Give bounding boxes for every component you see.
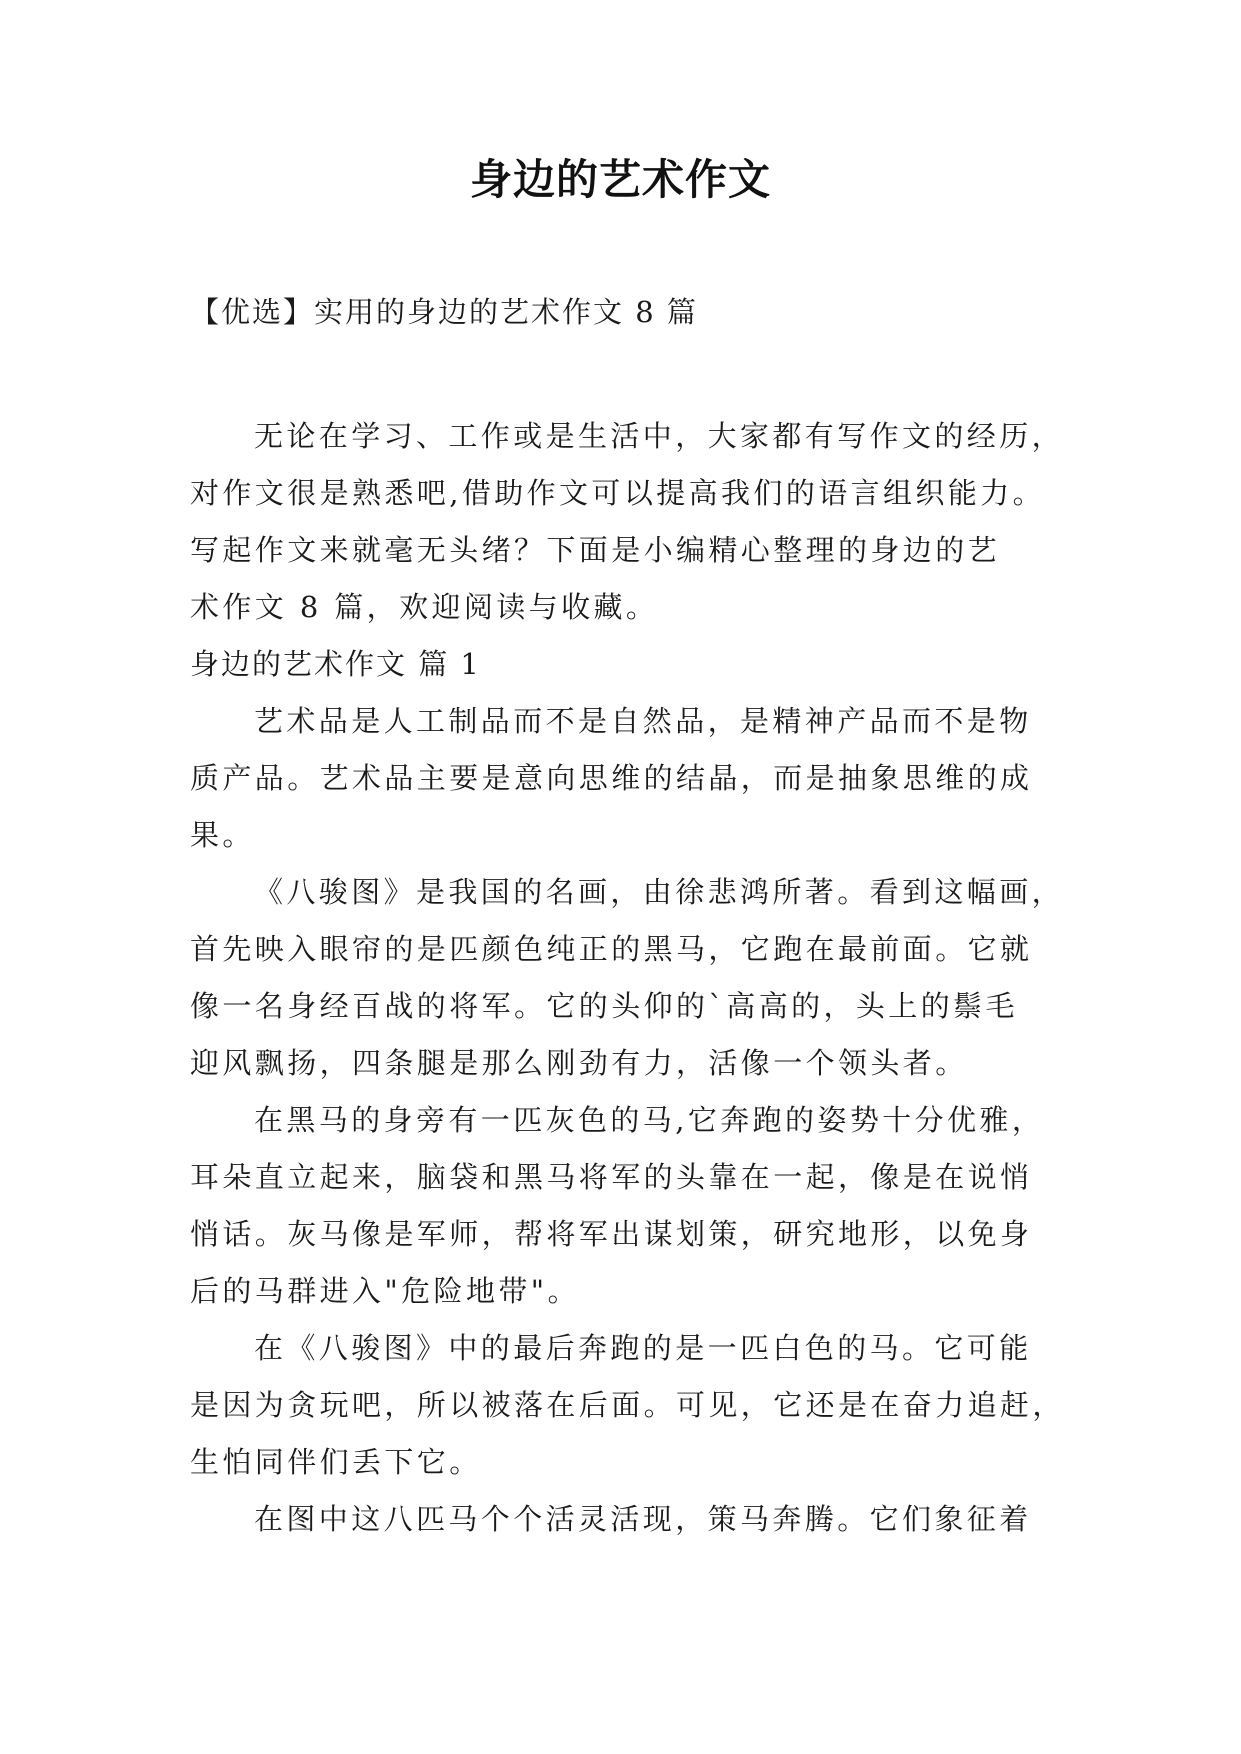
intro-line: 对作文很是熟悉吧,借助作文可以提高我们的语言组织能力。 bbox=[190, 476, 1046, 510]
paragraph-line: 生怕同伴们丢下它。 bbox=[190, 1445, 482, 1479]
intro-line: 写起作文来就毫无头绪？下面是小编精心整理的身边的艺 bbox=[190, 533, 1001, 567]
paragraph-line: 质产品。艺术品主要是意向思维的结晶，而是抽象思维的成 bbox=[190, 761, 1033, 795]
paragraph-line: 像一名身经百战的将军。它的头仰的`高高的，头上的鬃毛 bbox=[190, 989, 1018, 1023]
paragraph-line: 耳朵直立起来，脑袋和黑马将军的头靠在一起，像是在说悄 bbox=[190, 1160, 1033, 1194]
body-paragraph bbox=[190, 1320, 1065, 1491]
body-paragraph bbox=[190, 864, 1065, 1092]
document-subtitle: 【优选】实用的身边的艺术作文 8 篇 bbox=[190, 295, 698, 329]
intro-line: 无论在学习、工作或是生活中，大家都有写作文的经历， bbox=[254, 419, 1065, 453]
paragraph-line: 艺术品是人工制品而不是自然品，是精神产品而不是物 bbox=[254, 704, 1032, 738]
body-paragraph bbox=[190, 1491, 1050, 1548]
body-paragraph bbox=[190, 693, 1050, 864]
paragraph-line: 在《八骏图》中的最后奔跑的是一匹白色的马。它可能 bbox=[254, 1331, 1032, 1365]
paragraph-line: 后的马群进入"危险地带"。 bbox=[190, 1274, 580, 1308]
body-paragraph bbox=[190, 1092, 1050, 1320]
intro-paragraph bbox=[190, 408, 1065, 636]
paragraph-line: 果。 bbox=[190, 818, 255, 852]
paragraph-line: 是因为贪玩吧，所以被落在后面。可见，它还是在奋力追赶， bbox=[190, 1388, 1065, 1422]
section-heading: 身边的艺术作文 篇 1 bbox=[190, 647, 481, 681]
paragraph-line: 在图中这八匹马个个活灵活现，策马奔腾。它们象征着 bbox=[254, 1502, 1032, 1536]
paragraph-line: 《八骏图》是我国的名画，由徐悲鸿所著。看到这幅画， bbox=[254, 875, 1065, 909]
intro-line: 术作文 8 篇，欢迎阅读与收藏。 bbox=[190, 590, 659, 624]
paragraph-line: 悄话。灰马像是军师，帮将军出谋划策，研究地形，以免身 bbox=[190, 1217, 1033, 1251]
document-body bbox=[190, 408, 1065, 1548]
document-title: 身边的艺术作文 bbox=[469, 155, 771, 204]
paragraph-line: 首先映入眼帘的是匹颜色纯正的黑马，它跑在最前面。它就 bbox=[190, 932, 1033, 966]
paragraph-line: 在黑马的身旁有一匹灰色的马,它奔跑的姿势十分优雅， bbox=[254, 1103, 1045, 1137]
paragraph-line: 迎风飘扬，四条腿是那么刚劲有力，活像一个领头者。 bbox=[190, 1046, 968, 1080]
